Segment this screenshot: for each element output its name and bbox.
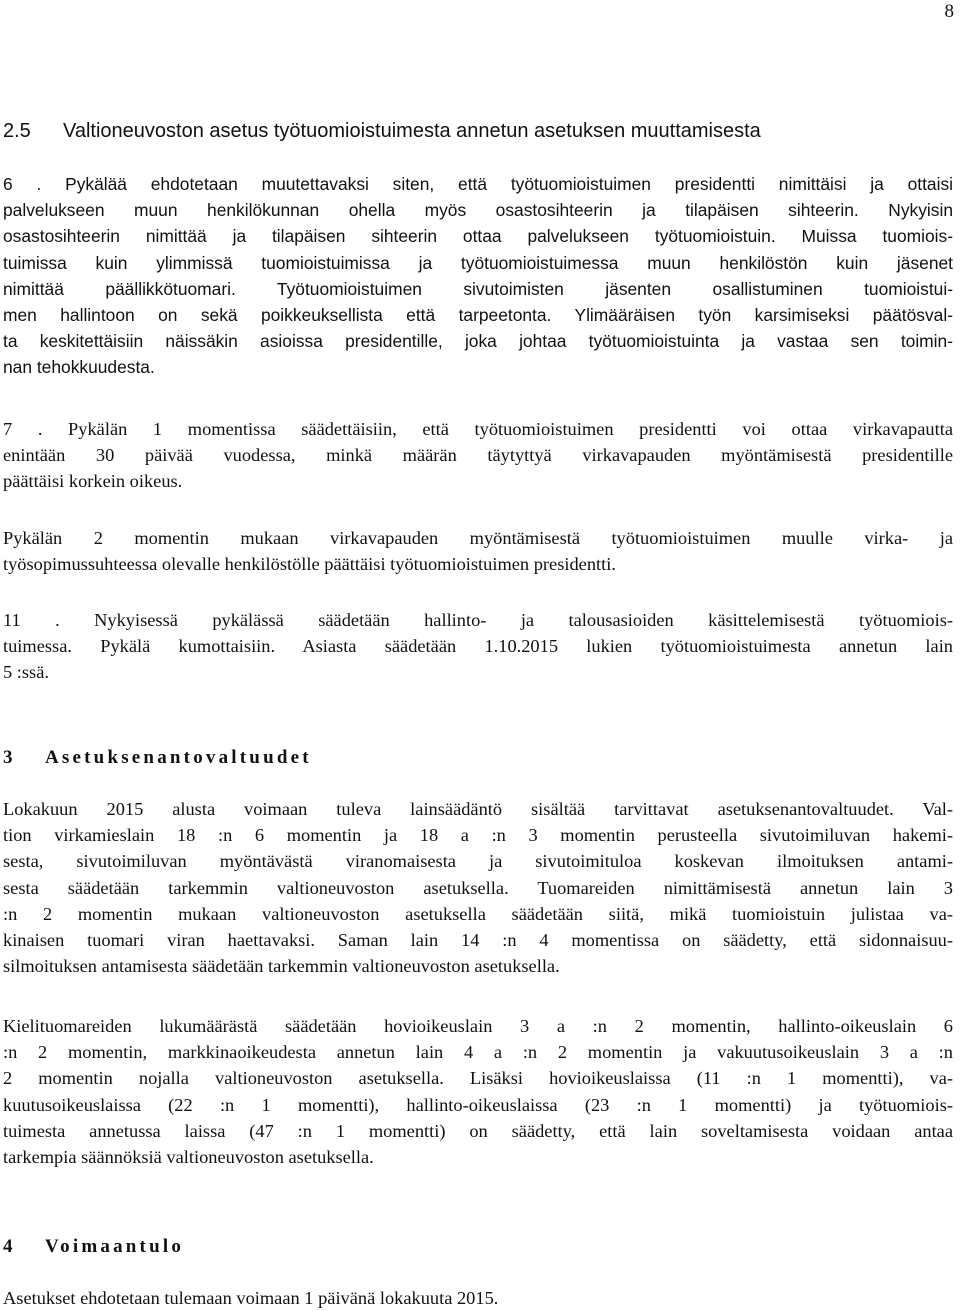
section-title: Voimaantulo bbox=[45, 1236, 185, 1257]
paragraph-pykala-11 bbox=[3, 607, 953, 686]
text-line: kuutusoikeuslaissa (22 :n 1 momentti), hallinto-oikeuslaissa (23 :n 1 momentti) ja työtuomiois- bbox=[3, 1094, 953, 1115]
text-line: nimittää päällikkötuomari. Työtuomioistuimen sivutoimisten jäsenten osallistuminen tuomioistui- bbox=[3, 278, 953, 299]
text-line: palvelukseen muun henkilökunnan ohella myös osastosihteerin ja tilapäisen sihteerin. Nykyisin bbox=[3, 200, 953, 221]
text-line: 6 . Pykälää ehdotetaan muutettavaksi siten, että työtuomioistuimen presidentti nimittäisi ja ottaisi bbox=[3, 174, 953, 194]
text-line: 7 . Pykälän 1 momentissa säädettäisiin, että työtuomioistuimen presidentti voi ottaa virkavapautta bbox=[3, 419, 953, 439]
paragraph-asetuksenantovaltuudet-1 bbox=[3, 796, 953, 979]
section-heading-4 bbox=[3, 1234, 184, 1260]
text-line: sesta, sivutoimiluvan myöntävästä viranomaisesta ja sivutoimituloa koskevan ilmoituksen antami- bbox=[3, 851, 953, 872]
text-line: enintään 30 päivää vuodessa, minkä määrän täytyttyä virkavapauden myöntämisestä presidentille bbox=[3, 445, 953, 466]
text-line: tion virkamieslain 18 :n 6 momentin ja 18 a :n 3 momentin perusteella sivutoimiluvan hakemi- bbox=[3, 825, 953, 846]
section-heading-2-5 bbox=[3, 117, 761, 145]
page-number: 8 bbox=[944, 1, 954, 22]
section-number: 3 bbox=[3, 747, 13, 768]
text-line: Lokakuun 2015 alusta voimaan tuleva lainsäädäntö sisältää tarvittavat asetuksenantovaltuudet. Val- bbox=[3, 799, 953, 819]
paragraph-pykala-7-moment-2 bbox=[3, 525, 953, 577]
text-line: tuimissa kuin ylimmissä tuomioistuimissa ja työtuomioistuimessa muun henkilöstön kuin jäsenet bbox=[3, 252, 953, 273]
text-line: 11 . Nykyisessä pykälässä säädetään hallinto- ja talousasioiden käsittelemisestä työtuomiois- bbox=[3, 610, 953, 630]
text-line: men hallintoon on sekä poikkeuksellista että tarpeetonta. Ylimääräisen työn karsimiseksi päätösval- bbox=[3, 305, 953, 326]
text-line: päättäisi korkein oikeus. bbox=[3, 471, 183, 492]
text-line: 2 momentin nojalla valtioneuvoston asetuksella. Lisäksi hovioikeuslaissa (11 :n 1 momentti), va- bbox=[3, 1068, 953, 1089]
paragraph-pykala-6 bbox=[3, 171, 953, 381]
text-line: silmoituksen antamisesta säädetään tarkemmin valtioneuvoston asetuksella. bbox=[3, 956, 560, 977]
text-line: tuimessa. Pykälä kumottaisiin. Asiasta säädetään 1.10.2015 lukien työtuomioistuimesta annetun lain bbox=[3, 636, 953, 657]
text-line: :n 2 momentin, markkinaoikeudesta annetun lain 4 a :n 2 momentin ja vakuutusoikeuslain 3 a :n bbox=[3, 1042, 953, 1063]
section-number: 2.5 bbox=[3, 120, 31, 142]
text-line: osastosihteerin nimittää ja tilapäisen sihteerin ottaa palvelukseen työtuomioistuin. Muissa tuomiois- bbox=[3, 226, 953, 247]
text-line: tuimesta annetussa laissa (47 :n 1 momentti) on säädetty, että lain soveltamisesta voidaan antaa bbox=[3, 1120, 953, 1141]
text-line: sesta säädetään tarkemmin valtioneuvoston asetuksella. Tuomareiden nimittämisestä annetun lain 3 bbox=[3, 877, 953, 898]
section-title: Valtioneuvoston asetus työtuomioistuimesta annetun asetuksen muuttamisesta bbox=[63, 120, 761, 142]
section-heading-3 bbox=[3, 745, 312, 771]
text-line: tarkempia säännöksiä valtioneuvoston asetuksella. bbox=[3, 1147, 374, 1168]
text-line: :n 2 momentin mukaan valtioneuvoston asetuksella säädetään siitä, mikä tuomioistuin julistaa va- bbox=[3, 903, 953, 924]
text-line: Pykälän 2 momentin mukaan virkavapauden myöntämisestä työtuomioistuimen muulle virka- ja bbox=[3, 528, 953, 548]
text-line: 5 :ssä. bbox=[3, 662, 49, 683]
section-title: Asetuksenantovaltuudet bbox=[45, 747, 312, 768]
text-line: Asetukset ehdotetaan tulemaan voimaan 1 päivänä lokakuuta 2015. bbox=[3, 1288, 499, 1308]
text-line: Kielituomareiden lukumäärästä säädetään hovioikeuslain 3 a :n 2 momentin, hallinto-oikeuslain 6 bbox=[3, 1016, 953, 1036]
section-number: 4 bbox=[3, 1236, 13, 1257]
text-line: kinaisen tuomari viran haettavaksi. Saman lain 14 :n 4 momentissa on säädetty, että sidonnaisuu- bbox=[3, 930, 953, 951]
paragraph-voimaantulo bbox=[3, 1285, 953, 1311]
text-line: työsopimussuhteessa olevalle henkilöstölle päättäisi työtuomioistuimen presidentti. bbox=[3, 554, 616, 575]
text-line: nan tehokkuudesta. bbox=[3, 357, 155, 378]
paragraph-asetuksenantovaltuudet-2 bbox=[3, 1013, 953, 1170]
paragraph-pykala-7 bbox=[3, 416, 953, 495]
text-line: ta keskitettäisiin näissäkin asioissa presidentille, joka johtaa työtuomioistuinta ja vastaa sen toimin- bbox=[3, 331, 953, 352]
